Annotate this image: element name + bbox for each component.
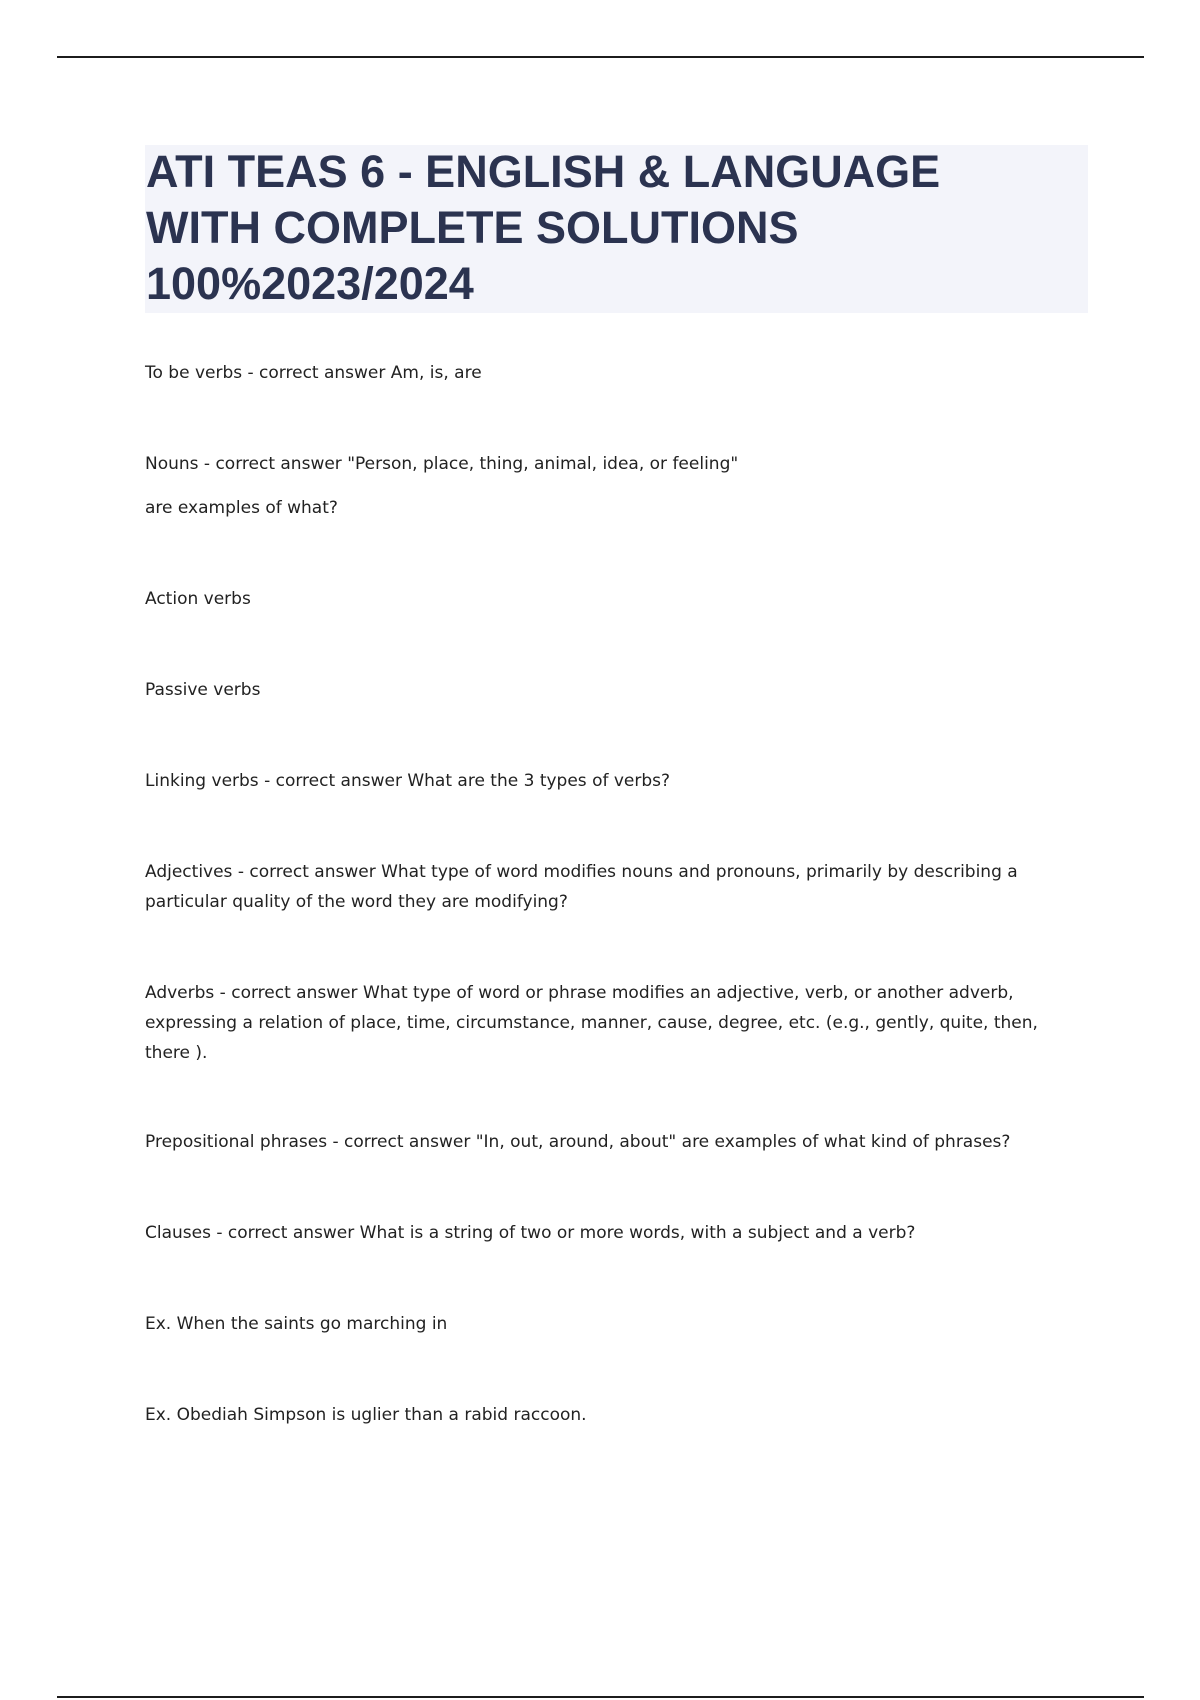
- qa-entry-example-1: Ex. When the saints go marching in: [145, 1314, 448, 1334]
- qa-entry-adjectives: Adjectives - correct answer What type of word modifies nouns and pronouns, primarily by describing a particular quality of the word they are modifying?: [145, 862, 1018, 912]
- qa-entry-prepositional-phrases: Prepositional phrases - correct answer "In, out, around, about" are examples of what kind of phrases?: [145, 1132, 1011, 1152]
- qa-entry-linking-verbs: Linking verbs - correct answer What are the 3 types of verbs?: [145, 771, 671, 791]
- qa-entry-adverbs: Adverbs - correct answer What type of word or phrase modifies an adjective, verb, or another adverb, expressing a relation of place, time, circumstance, manner, cause, degree, etc. (e.g., gently, quite, then, there ).: [145, 983, 1038, 1063]
- qa-entry-nouns: Nouns - correct answer "Person, place, thing, animal, idea, or feeling": [145, 454, 739, 474]
- qa-entry-passive-verbs: Passive verbs: [145, 680, 261, 700]
- top-divider: [57, 56, 1144, 58]
- document-title: ATI TEAS 6 - ENGLISH & LANGUAGE WITH COMPLETE SOLUTIONS 100%2023/2024: [146, 146, 941, 309]
- qa-entry-to-be-verbs: To be verbs - correct answer Am, is, are: [145, 363, 482, 383]
- qa-entry-clauses: Clauses - correct answer What is a string of two or more words, with a subject and a verb?: [145, 1223, 916, 1243]
- bottom-divider: [57, 1696, 1144, 1698]
- qa-entry-action-verbs: Action verbs: [145, 589, 251, 609]
- qa-entry-example-2: Ex. Obediah Simpson is uglier than a rabid raccoon.: [145, 1405, 587, 1425]
- qa-entry-nouns-continued: are examples of what?: [145, 498, 338, 518]
